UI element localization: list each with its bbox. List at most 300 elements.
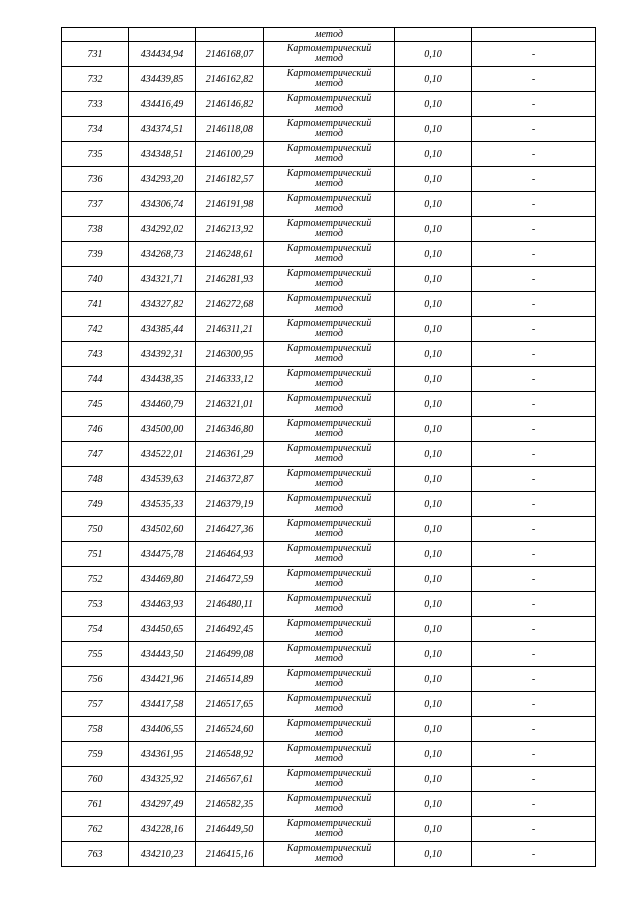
y-coordinate-cell: 2146464,93 bbox=[196, 542, 264, 567]
x-coordinate-cell: 434361,95 bbox=[129, 742, 196, 767]
method-cell bbox=[264, 42, 395, 67]
method-line-2: метод bbox=[315, 503, 343, 514]
note-cell: - bbox=[472, 517, 596, 542]
x-coordinate-cell: 434327,82 bbox=[129, 292, 196, 317]
y-coordinate-cell: 2146321,01 bbox=[196, 392, 264, 417]
table-row bbox=[62, 592, 596, 617]
point-number-cell: 758 bbox=[62, 717, 129, 742]
accuracy-cell: 0,10 bbox=[395, 792, 472, 817]
table-row bbox=[62, 617, 596, 642]
x-coordinate-cell: 434297,49 bbox=[129, 792, 196, 817]
y-coordinate-cell: 2146449,50 bbox=[196, 817, 264, 842]
accuracy-cell: 0,10 bbox=[395, 442, 472, 467]
method-line-2: метод bbox=[315, 578, 343, 589]
y-coordinate-cell: 2146514,89 bbox=[196, 667, 264, 692]
table-row bbox=[62, 667, 596, 692]
method-cell: метод bbox=[264, 28, 395, 42]
method-line-2: метод bbox=[315, 778, 343, 789]
method-cell bbox=[264, 292, 395, 317]
x-coordinate-cell: 434460,79 bbox=[129, 392, 196, 417]
point-number-cell: 738 bbox=[62, 217, 129, 242]
accuracy-cell: 0,10 bbox=[395, 517, 472, 542]
note-cell: - bbox=[472, 742, 596, 767]
table-row bbox=[62, 442, 596, 467]
method-line-1: Картометрический bbox=[286, 118, 372, 129]
method-line-2: метод bbox=[315, 628, 343, 639]
y-coordinate-cell: 2146300,95 bbox=[196, 342, 264, 367]
method-line-1: Картометрический bbox=[286, 418, 372, 429]
method-line-1: Картометрический bbox=[286, 493, 372, 504]
table-row bbox=[62, 467, 596, 492]
method-line-1: Картометрический bbox=[286, 668, 372, 679]
x-coordinate-cell: 434450,65 bbox=[129, 617, 196, 642]
method-line-1: Картометрический bbox=[286, 818, 372, 829]
accuracy-cell: 0,10 bbox=[395, 717, 472, 742]
accuracy-cell: 0,10 bbox=[395, 542, 472, 567]
method-cell bbox=[264, 717, 395, 742]
method-line-2: метод bbox=[315, 353, 343, 364]
note-cell: - bbox=[472, 817, 596, 842]
accuracy-cell: 0,10 bbox=[395, 167, 472, 192]
x-coordinate-cell: 434475,78 bbox=[129, 542, 196, 567]
y-coordinate-cell bbox=[196, 28, 264, 42]
method-line-1: Картометрический bbox=[286, 218, 372, 229]
method-cell bbox=[264, 417, 395, 442]
x-coordinate-cell: 434502,60 bbox=[129, 517, 196, 542]
table-row bbox=[62, 92, 596, 117]
method-line-1: Картометрический bbox=[286, 568, 372, 579]
note-cell: - bbox=[472, 367, 596, 392]
table-row bbox=[62, 717, 596, 742]
y-coordinate-cell: 2146333,12 bbox=[196, 367, 264, 392]
method-line-1: Картометрический bbox=[286, 443, 372, 454]
note-cell: - bbox=[472, 717, 596, 742]
point-number-cell: 755 bbox=[62, 642, 129, 667]
method-line-1: Картометрический bbox=[286, 93, 372, 104]
x-coordinate-cell: 434385,44 bbox=[129, 317, 196, 342]
table-body bbox=[62, 28, 596, 867]
x-coordinate-cell: 434434,94 bbox=[129, 42, 196, 67]
y-coordinate-cell: 2146548,92 bbox=[196, 742, 264, 767]
method-line-1: Картометрический bbox=[286, 468, 372, 479]
method-cell bbox=[264, 267, 395, 292]
accuracy-cell: 0,10 bbox=[395, 617, 472, 642]
method-line-1: Картометрический bbox=[286, 43, 372, 54]
note-cell: - bbox=[472, 542, 596, 567]
point-number-cell: 739 bbox=[62, 242, 129, 267]
y-coordinate-cell: 2146517,65 bbox=[196, 692, 264, 717]
y-coordinate-cell: 2146582,35 bbox=[196, 792, 264, 817]
point-number-cell: 732 bbox=[62, 67, 129, 92]
accuracy-cell: 0,10 bbox=[395, 92, 472, 117]
y-coordinate-cell: 2146427,36 bbox=[196, 517, 264, 542]
point-number-cell: 744 bbox=[62, 367, 129, 392]
method-line-2: метод bbox=[315, 228, 343, 239]
table-row bbox=[62, 242, 596, 267]
method-line-1: Картометрический bbox=[286, 593, 372, 604]
point-number-cell: 757 bbox=[62, 692, 129, 717]
method-line-2: метод bbox=[315, 378, 343, 389]
accuracy-cell: 0,10 bbox=[395, 567, 472, 592]
x-coordinate-cell: 434469,80 bbox=[129, 567, 196, 592]
table-row bbox=[62, 342, 596, 367]
accuracy-cell: 0,10 bbox=[395, 642, 472, 667]
x-coordinate-cell: 434392,31 bbox=[129, 342, 196, 367]
note-cell: - bbox=[472, 117, 596, 142]
note-cell: - bbox=[472, 42, 596, 67]
table-row bbox=[62, 142, 596, 167]
y-coordinate-cell: 2146499,08 bbox=[196, 642, 264, 667]
accuracy-cell: 0,10 bbox=[395, 467, 472, 492]
accuracy-cell: 0,10 bbox=[395, 692, 472, 717]
method-cell bbox=[264, 492, 395, 517]
x-coordinate-cell: 434268,73 bbox=[129, 242, 196, 267]
accuracy-cell: 0,10 bbox=[395, 417, 472, 442]
x-coordinate-cell: 434406,55 bbox=[129, 717, 196, 742]
point-number-cell: 760 bbox=[62, 767, 129, 792]
method-cell bbox=[264, 192, 395, 217]
table-row bbox=[62, 192, 596, 217]
method-line-1: Картометрический bbox=[286, 718, 372, 729]
x-coordinate-cell: 434463,93 bbox=[129, 592, 196, 617]
table-row bbox=[62, 367, 596, 392]
table-row bbox=[62, 267, 596, 292]
method-line-2: метод bbox=[315, 103, 343, 114]
method-line-2: метод bbox=[315, 653, 343, 664]
note-cell: - bbox=[472, 617, 596, 642]
point-number-cell: 754 bbox=[62, 617, 129, 642]
method-line-2: метод bbox=[315, 328, 343, 339]
method-line-2: метод bbox=[315, 703, 343, 714]
method-line-1: Картометрический bbox=[286, 693, 372, 704]
method-cell bbox=[264, 442, 395, 467]
point-number-cell: 740 bbox=[62, 267, 129, 292]
method-line-2: метод bbox=[315, 528, 343, 539]
method-cell bbox=[264, 117, 395, 142]
method-cell bbox=[264, 767, 395, 792]
y-coordinate-cell: 2146118,08 bbox=[196, 117, 264, 142]
method-line-1: Картометрический bbox=[286, 193, 372, 204]
x-coordinate-cell: 434443,50 bbox=[129, 642, 196, 667]
accuracy-cell: 0,10 bbox=[395, 217, 472, 242]
y-coordinate-cell: 2146567,61 bbox=[196, 767, 264, 792]
x-coordinate-cell bbox=[129, 28, 196, 42]
note-cell: - bbox=[472, 67, 596, 92]
note-cell bbox=[472, 28, 596, 42]
accuracy-cell: 0,10 bbox=[395, 592, 472, 617]
table-row bbox=[62, 767, 596, 792]
table-row bbox=[62, 117, 596, 142]
y-coordinate-cell: 2146281,93 bbox=[196, 267, 264, 292]
method-line-2: метод bbox=[315, 453, 343, 464]
note-cell: - bbox=[472, 92, 596, 117]
point-number-cell: 752 bbox=[62, 567, 129, 592]
y-coordinate-cell: 2146346,80 bbox=[196, 417, 264, 442]
accuracy-cell: 0,10 bbox=[395, 392, 472, 417]
method-line-1: Картометрический bbox=[286, 143, 372, 154]
point-number-cell: 742 bbox=[62, 317, 129, 342]
x-coordinate-cell: 434535,33 bbox=[129, 492, 196, 517]
note-cell: - bbox=[472, 692, 596, 717]
y-coordinate-cell: 2146248,61 bbox=[196, 242, 264, 267]
note-cell: - bbox=[472, 792, 596, 817]
y-coordinate-cell: 2146146,82 bbox=[196, 92, 264, 117]
method-cell bbox=[264, 167, 395, 192]
table-row bbox=[62, 292, 596, 317]
x-coordinate-cell: 434539,63 bbox=[129, 467, 196, 492]
point-number-cell: 761 bbox=[62, 792, 129, 817]
x-coordinate-cell: 434306,74 bbox=[129, 192, 196, 217]
accuracy-cell: 0,10 bbox=[395, 192, 472, 217]
x-coordinate-cell: 434522,01 bbox=[129, 442, 196, 467]
x-coordinate-cell: 434348,51 bbox=[129, 142, 196, 167]
note-cell: - bbox=[472, 392, 596, 417]
method-cell bbox=[264, 342, 395, 367]
table-row bbox=[62, 42, 596, 67]
method-line-1: Картометрический bbox=[286, 743, 372, 754]
method-cell bbox=[264, 617, 395, 642]
x-coordinate-cell: 434293,20 bbox=[129, 167, 196, 192]
method-line-2: метод bbox=[315, 753, 343, 764]
y-coordinate-cell: 2146524,60 bbox=[196, 717, 264, 742]
method-line-1: Картометрический bbox=[286, 643, 372, 654]
point-number-cell: 745 bbox=[62, 392, 129, 417]
note-cell: - bbox=[472, 667, 596, 692]
method-line-2: метод bbox=[315, 78, 343, 89]
coordinates-table bbox=[61, 27, 596, 867]
accuracy-cell: 0,10 bbox=[395, 267, 472, 292]
point-number-cell: 749 bbox=[62, 492, 129, 517]
y-coordinate-cell: 2146372,87 bbox=[196, 467, 264, 492]
method-line-2: метод bbox=[315, 403, 343, 414]
method-cell bbox=[264, 742, 395, 767]
x-coordinate-cell: 434321,71 bbox=[129, 267, 196, 292]
y-coordinate-cell: 2146472,59 bbox=[196, 567, 264, 592]
point-number-cell: 746 bbox=[62, 417, 129, 442]
y-coordinate-cell: 2146415,16 bbox=[196, 842, 264, 867]
method-line-1: Картометрический bbox=[286, 843, 372, 854]
table-row bbox=[62, 167, 596, 192]
table-row bbox=[62, 317, 596, 342]
method-cell bbox=[264, 92, 395, 117]
method-line-2: метод bbox=[315, 153, 343, 164]
method-cell bbox=[264, 67, 395, 92]
point-number-cell: 734 bbox=[62, 117, 129, 142]
method-cell bbox=[264, 692, 395, 717]
note-cell: - bbox=[472, 142, 596, 167]
note-cell: - bbox=[472, 592, 596, 617]
point-number-cell: 747 bbox=[62, 442, 129, 467]
x-coordinate-cell: 434325,92 bbox=[129, 767, 196, 792]
point-number-cell: 735 bbox=[62, 142, 129, 167]
point-number-cell: 733 bbox=[62, 92, 129, 117]
note-cell: - bbox=[472, 417, 596, 442]
method-line-2: метод bbox=[315, 678, 343, 689]
x-coordinate-cell: 434439,85 bbox=[129, 67, 196, 92]
table-row bbox=[62, 792, 596, 817]
point-number-cell: 750 bbox=[62, 517, 129, 542]
method-line-2: метод bbox=[315, 178, 343, 189]
method-cell bbox=[264, 217, 395, 242]
method-cell bbox=[264, 667, 395, 692]
method-cell bbox=[264, 317, 395, 342]
method-line-2: метод bbox=[315, 203, 343, 214]
method-line-2: метод bbox=[315, 603, 343, 614]
accuracy-cell: 0,10 bbox=[395, 317, 472, 342]
x-coordinate-cell: 434374,51 bbox=[129, 117, 196, 142]
y-coordinate-cell: 2146213,92 bbox=[196, 217, 264, 242]
note-cell: - bbox=[472, 567, 596, 592]
accuracy-cell: 0,10 bbox=[395, 142, 472, 167]
method-cell bbox=[264, 392, 395, 417]
method-line-1: Картометрический bbox=[286, 793, 372, 804]
note-cell: - bbox=[472, 217, 596, 242]
method-line-2: метод bbox=[315, 728, 343, 739]
accuracy-cell: 0,10 bbox=[395, 492, 472, 517]
table-row bbox=[62, 392, 596, 417]
point-number-cell: 753 bbox=[62, 592, 129, 617]
y-coordinate-cell: 2146311,21 bbox=[196, 317, 264, 342]
method-line-2: метод bbox=[315, 278, 343, 289]
method-line-2: метод bbox=[315, 428, 343, 439]
point-number-cell: 741 bbox=[62, 292, 129, 317]
y-coordinate-cell: 2146492,45 bbox=[196, 617, 264, 642]
note-cell: - bbox=[472, 317, 596, 342]
x-coordinate-cell: 434500,00 bbox=[129, 417, 196, 442]
method-cell bbox=[264, 817, 395, 842]
note-cell: - bbox=[472, 467, 596, 492]
method-line-1: Картометрический bbox=[286, 293, 372, 304]
table-row bbox=[62, 542, 596, 567]
table-row-continued bbox=[62, 28, 596, 42]
y-coordinate-cell: 2146379,19 bbox=[196, 492, 264, 517]
method-line-1: Картометрический bbox=[286, 368, 372, 379]
point-number-cell: 736 bbox=[62, 167, 129, 192]
method-cell bbox=[264, 567, 395, 592]
point-number-cell: 731 bbox=[62, 42, 129, 67]
point-number-cell: 743 bbox=[62, 342, 129, 367]
method-line-1: Картометрический bbox=[286, 268, 372, 279]
note-cell: - bbox=[472, 642, 596, 667]
accuracy-cell: 0,10 bbox=[395, 767, 472, 792]
note-cell: - bbox=[472, 442, 596, 467]
point-number-cell: 763 bbox=[62, 842, 129, 867]
point-number-cell: 756 bbox=[62, 667, 129, 692]
accuracy-cell: 0,10 bbox=[395, 42, 472, 67]
method-cell bbox=[264, 792, 395, 817]
table-row bbox=[62, 492, 596, 517]
method-line-2: метод bbox=[315, 553, 343, 564]
note-cell: - bbox=[472, 842, 596, 867]
method-line-2: метод bbox=[315, 478, 343, 489]
accuracy-cell: 0,10 bbox=[395, 742, 472, 767]
note-cell: - bbox=[472, 292, 596, 317]
table-row bbox=[62, 742, 596, 767]
point-number-cell: 759 bbox=[62, 742, 129, 767]
method-line-2: метод bbox=[315, 253, 343, 264]
y-coordinate-cell: 2146182,57 bbox=[196, 167, 264, 192]
point-number-cell bbox=[62, 28, 129, 42]
method-line-1: Картометрический bbox=[286, 318, 372, 329]
table-row bbox=[62, 67, 596, 92]
point-number-cell: 748 bbox=[62, 467, 129, 492]
note-cell: - bbox=[472, 267, 596, 292]
y-coordinate-cell: 2146168,07 bbox=[196, 42, 264, 67]
table-row bbox=[62, 817, 596, 842]
method-line-1: Картометрический bbox=[286, 68, 372, 79]
point-number-cell: 751 bbox=[62, 542, 129, 567]
method-cell bbox=[264, 842, 395, 867]
x-coordinate-cell: 434292,02 bbox=[129, 217, 196, 242]
table-row bbox=[62, 217, 596, 242]
accuracy-cell: 0,10 bbox=[395, 817, 472, 842]
method-line-1: Картометрический bbox=[286, 243, 372, 254]
accuracy-cell: 0,10 bbox=[395, 117, 472, 142]
table-row bbox=[62, 567, 596, 592]
method-line-1: Картометрический bbox=[286, 618, 372, 629]
method-cell bbox=[264, 592, 395, 617]
x-coordinate-cell: 434417,58 bbox=[129, 692, 196, 717]
accuracy-cell: 0,10 bbox=[395, 842, 472, 867]
table-row bbox=[62, 417, 596, 442]
note-cell: - bbox=[472, 492, 596, 517]
method-cell bbox=[264, 542, 395, 567]
table-row bbox=[62, 517, 596, 542]
method-line-2: метод bbox=[315, 53, 343, 64]
method-cell bbox=[264, 642, 395, 667]
method-line-1: Картометрический bbox=[286, 168, 372, 179]
method-cell bbox=[264, 517, 395, 542]
table-row bbox=[62, 692, 596, 717]
method-line-2: метод bbox=[315, 303, 343, 314]
accuracy-cell: 0,10 bbox=[395, 342, 472, 367]
method-line-2: метод bbox=[315, 128, 343, 139]
accuracy-cell: 0,10 bbox=[395, 292, 472, 317]
x-coordinate-cell: 434416,49 bbox=[129, 92, 196, 117]
y-coordinate-cell: 2146480,11 bbox=[196, 592, 264, 617]
method-line-1: Картометрический bbox=[286, 518, 372, 529]
point-number-cell: 762 bbox=[62, 817, 129, 842]
method-line-2: метод bbox=[315, 803, 343, 814]
x-coordinate-cell: 434438,35 bbox=[129, 367, 196, 392]
note-cell: - bbox=[472, 192, 596, 217]
method-line-1: Картометрический bbox=[286, 768, 372, 779]
method-cell bbox=[264, 242, 395, 267]
accuracy-cell: 0,10 bbox=[395, 367, 472, 392]
accuracy-cell: 0,10 bbox=[395, 242, 472, 267]
note-cell: - bbox=[472, 767, 596, 792]
point-number-cell: 737 bbox=[62, 192, 129, 217]
method-line-1: Картометрический bbox=[286, 543, 372, 554]
method-line-1: Картометрический bbox=[286, 343, 372, 354]
method-line-2: метод bbox=[315, 853, 343, 864]
accuracy-cell: 0,10 bbox=[395, 67, 472, 92]
y-coordinate-cell: 2146191,98 bbox=[196, 192, 264, 217]
note-cell: - bbox=[472, 342, 596, 367]
y-coordinate-cell: 2146361,29 bbox=[196, 442, 264, 467]
x-coordinate-cell: 434210,23 bbox=[129, 842, 196, 867]
table-row bbox=[62, 642, 596, 667]
x-coordinate-cell: 434228,16 bbox=[129, 817, 196, 842]
method-cell bbox=[264, 142, 395, 167]
table-row bbox=[62, 842, 596, 867]
accuracy-cell bbox=[395, 28, 472, 42]
method-cell bbox=[264, 367, 395, 392]
method-line-2: метод bbox=[315, 828, 343, 839]
y-coordinate-cell: 2146100,29 bbox=[196, 142, 264, 167]
note-cell: - bbox=[472, 167, 596, 192]
y-coordinate-cell: 2146162,82 bbox=[196, 67, 264, 92]
